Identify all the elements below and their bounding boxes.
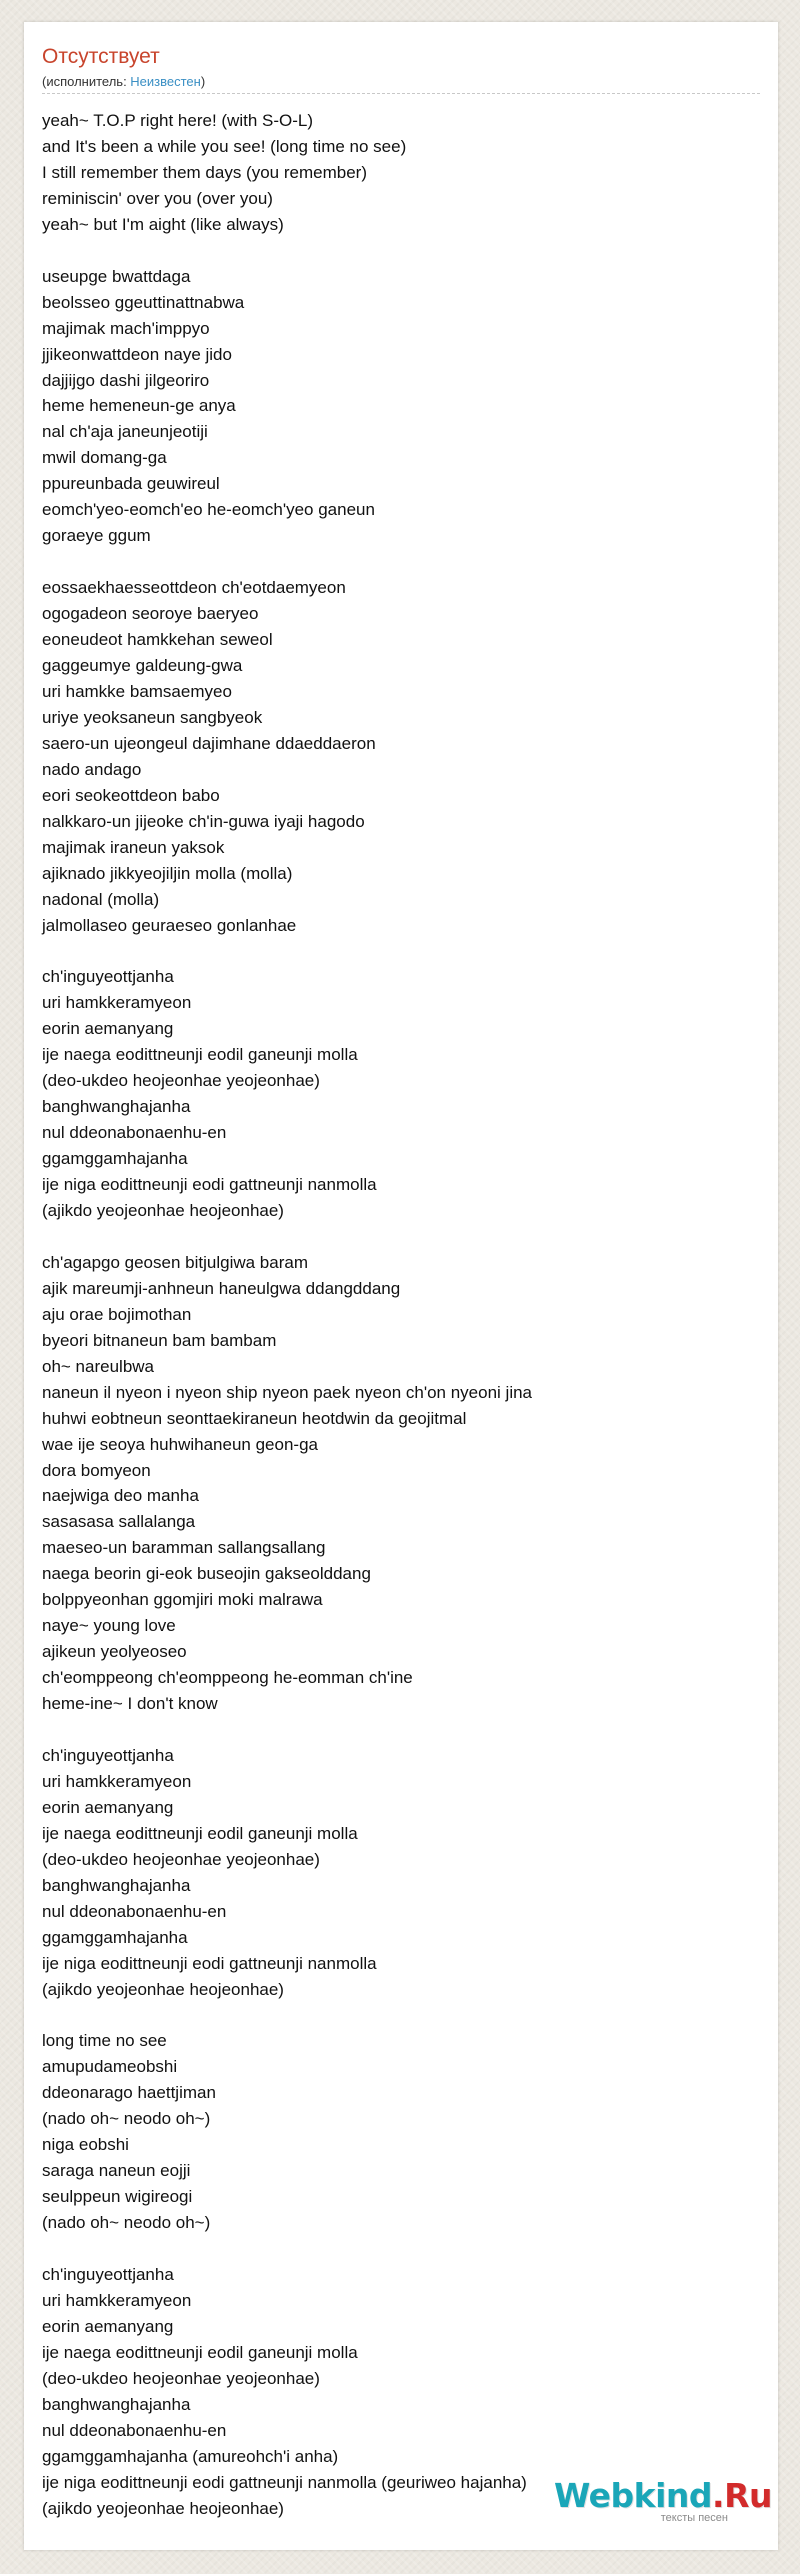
- lyric-line: nul ddeonabonaenhu-en: [42, 1123, 227, 1143]
- lyric-line: eomch'yeo-eomch'eo he-eomch'yeo ganeun: [42, 500, 375, 520]
- lyric-stanza: [42, 2028, 762, 2236]
- lyric-line: uri hamkke bamsaemyeo: [42, 681, 232, 701]
- lyric-line: ajiknado jikkyeojiljin molla (molla): [42, 863, 293, 883]
- lyric-stanza: [42, 264, 762, 549]
- lyric-line: gaggeumye galdeung-gwa: [42, 655, 243, 675]
- lyric-line: majimak iraneun yaksok: [42, 837, 225, 857]
- lyric-line: yeah~ T.O.P right here! (with S-O-L): [42, 111, 314, 130]
- lyric-stanza: [42, 575, 762, 938]
- lyric-line: goraeye ggum: [42, 526, 151, 546]
- lyric-line: ggamggamhajanha: [42, 1927, 188, 1947]
- lyric-line: ddeonarago haettjiman: [42, 2083, 216, 2103]
- lyric-line: sasasasa sallalanga: [42, 1512, 196, 1532]
- lyric-line: ije naega eodittneunji eodil ganeunji molla: [42, 2342, 358, 2362]
- lyric-line: eori seokeottdeon babo: [42, 785, 220, 805]
- lyric-line: nal ch'aja janeunjeotiji: [42, 422, 208, 442]
- artist-line: [42, 74, 205, 90]
- lyric-line: I still remember them days (you remember): [42, 162, 367, 182]
- lyric-stanza: [42, 1743, 762, 2003]
- lyric-line: ajik mareumji-anhneun haneulgwa ddangddang: [42, 1278, 401, 1298]
- lyric-line: (deo-ukdeo heojeonhae yeojeonhae): [42, 2368, 320, 2388]
- lyric-line: (ajikdo yeojeonhae heojeonhae): [42, 1200, 284, 1220]
- lyric-line: oh~ nareulbwa: [42, 1356, 155, 1376]
- artist-link[interactable]: Неизвестен: [130, 74, 201, 89]
- lyric-line: uri hamkkeramyeon: [42, 2290, 192, 2310]
- lyric-line: ije niga eodittneunji eodi gattneunji nanmolla (geuriweo hajanha): [42, 2472, 527, 2492]
- logo-tld: .Ru: [712, 2476, 772, 2515]
- lyric-line: reminiscin' over you (over you): [42, 188, 273, 208]
- lyric-line: uriye yeoksaneun sangbyeok: [42, 707, 263, 727]
- logo-name: Webkind: [553, 2476, 713, 2515]
- lyric-line: uri hamkkeramyeon: [42, 993, 192, 1013]
- lyric-line: nul ddeonabonaenhu-en: [42, 2420, 227, 2440]
- lyric-line: bolppyeonhan ggomjiri moki malrawa: [42, 1590, 323, 1610]
- lyric-line: ch'agapgo geosen bitjulgiwa baram: [42, 1252, 308, 1272]
- artist-suffix: ): [200, 74, 206, 89]
- lyric-line: naye~ young love: [42, 1616, 176, 1636]
- artist-prefix: (исполнитель:: [42, 74, 131, 89]
- lyric-line: naejwiga deo manha: [42, 1486, 199, 1506]
- lyric-line: useupge bwattdaga: [42, 266, 191, 286]
- lyric-line: ije naega eodittneunji eodil ganeunji molla: [42, 1823, 358, 1843]
- lyric-line: beolsseo ggeuttinattnabwa: [42, 292, 245, 312]
- lyric-line: (nado oh~ neodo oh~): [42, 2109, 211, 2129]
- lyric-line: ggamggamhajanha: [42, 1149, 188, 1169]
- lyric-stanza: [42, 964, 762, 1224]
- lyric-line: byeori bitnaneun bam bambam: [42, 1330, 277, 1350]
- lyric-line: naega beorin gi-eok buseojin gakseolddang: [42, 1564, 371, 1584]
- lyric-line: saraga naneun eojji: [42, 2161, 191, 2181]
- lyric-line: eorin aemanyang: [42, 1797, 174, 1817]
- lyric-line: saero-un ujeongeul dajimhane ddaeddaeron: [42, 733, 376, 753]
- lyric-line: ch'inguyeottjanha: [42, 967, 174, 987]
- lyric-line: banghwanghajanha: [42, 2394, 191, 2414]
- lyric-stanza: [42, 1250, 762, 1717]
- lyric-line: ije niga eodittneunji eodi gattneunji nanmolla: [42, 1953, 377, 1973]
- lyric-stanza: [42, 108, 762, 238]
- lyric-line: ch'inguyeottjanha: [42, 2265, 174, 2284]
- lyric-line: huhwi eobtneun seonttaekiraneun heotdwin da geojitmal: [42, 1408, 467, 1428]
- lyric-line: jjikeonwattdeon naye jido: [42, 344, 232, 364]
- lyric-line: dora bomyeon: [42, 1460, 151, 1480]
- lyric-line: uri hamkkeramyeon: [42, 1771, 192, 1791]
- lyric-line: long time no see: [42, 2031, 167, 2051]
- lyric-line: (ajikdo yeojeonhae heojeonhae): [42, 2498, 284, 2518]
- lyric-line: yeah~ but I'm aight (like always): [42, 214, 284, 234]
- lyric-line: aju orae bojimothan: [42, 1304, 192, 1324]
- lyric-line: nul ddeonabonaenhu-en: [42, 1901, 227, 1921]
- lyric-line: wae ije seoya huhwihaneun geon-ga: [42, 1434, 318, 1454]
- lyric-line: majimak mach'imppyo: [42, 318, 210, 338]
- lyric-line: maeseo-un baramman sallangsallang: [42, 1538, 326, 1558]
- lyric-line: ppureunbada geuwireul: [42, 474, 220, 494]
- lyric-line: nalkkaro-un jijeoke ch'in-guwa iyaji hagodo: [42, 811, 365, 831]
- lyric-line: ggamggamhajanha (amureohch'i anha): [42, 2446, 339, 2466]
- lyric-line: amupudameobshi: [42, 2057, 178, 2077]
- dashed-divider: [42, 93, 760, 94]
- lyric-line: naneun il nyeon i nyeon ship nyeon paek nyeon ch'on nyeoni jina: [42, 1382, 533, 1402]
- lyric-line: eoneudeot hamkkehan seweol: [42, 630, 273, 650]
- lyric-line: (nado oh~ neodo oh~): [42, 2213, 211, 2233]
- lyric-line: and It's been a while you see! (long time no see): [42, 136, 407, 156]
- lyric-line: seulppeun wigireogi: [42, 2187, 193, 2207]
- lyric-line: dajjijgo dashi jilgeoriro: [42, 370, 210, 390]
- lyric-line: ch'eomppeong ch'eomppeong he-eomman ch'ine: [42, 1668, 413, 1688]
- lyric-line: banghwanghajanha: [42, 1097, 191, 1117]
- lyric-line: ije niga eodittneunji eodi gattneunji nanmolla: [42, 1175, 377, 1195]
- lyric-line: ajikeun yeolyeoseo: [42, 1642, 187, 1662]
- lyric-line: eorin aemanyang: [42, 2316, 174, 2336]
- site-logo[interactable]: [552, 2478, 772, 2538]
- lyric-line: jalmollaseo geuraeseo gonlanhae: [42, 915, 297, 935]
- lyric-line: (deo-ukdeo heojeonhae yeojeonhae): [42, 1849, 320, 1869]
- lyric-line: mwil domang-ga: [42, 448, 167, 468]
- lyric-line: nadonal (molla): [42, 889, 160, 909]
- lyric-line: heme-ine~ I don't know: [42, 1694, 218, 1714]
- lyric-line: eossaekhaesseottdeon ch'eotdaemyeon: [42, 578, 346, 598]
- lyric-line: heme hemeneun-ge anya: [42, 396, 236, 416]
- lyric-line: eorin aemanyang: [42, 1019, 174, 1039]
- lyric-line: ogogadeon seoroye baeryeo: [42, 604, 259, 624]
- lyric-line: niga eobshi: [42, 2135, 129, 2155]
- lyrics-body: [42, 108, 762, 2547]
- song-title: Отсутствует: [42, 45, 160, 68]
- lyric-line: (deo-ukdeo heojeonhae yeojeonhae): [42, 1071, 320, 1091]
- lyric-line: nado andago: [42, 759, 142, 779]
- lyric-line: ch'inguyeottjanha: [42, 1745, 174, 1765]
- lyrics-card: [24, 22, 778, 2550]
- lyric-line: banghwanghajanha: [42, 1875, 191, 1895]
- lyric-line: (ajikdo yeojeonhae heojeonhae): [42, 1979, 284, 1999]
- logo-wordmark: [552, 2478, 772, 2514]
- logo-tagline: тексты песен: [660, 2512, 728, 2524]
- lyric-line: ije naega eodittneunji eodil ganeunji molla: [42, 1045, 358, 1065]
